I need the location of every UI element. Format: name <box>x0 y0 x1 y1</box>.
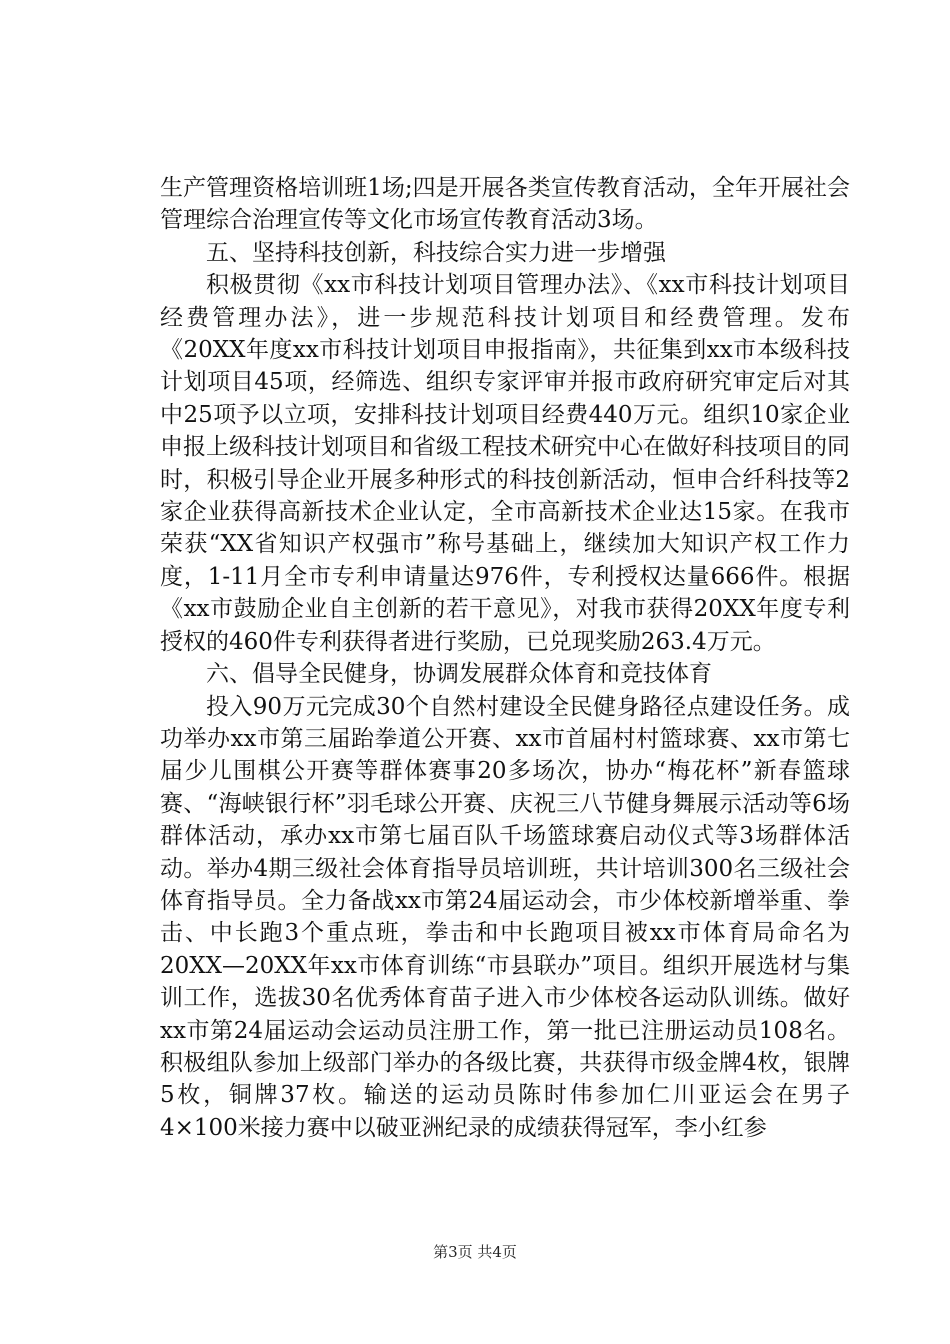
document-body <box>160 172 850 1144</box>
paragraph-sports: 投入90万元完成30个自然村建设全民健身路径点建设任务。成功举办xx市第三届跆拳道公开赛、xx市首届村村篮球赛、xx市第七届少儿围棋公开赛等群体赛事20多场次，协办“梅花杯”新春篮球赛、“海峡银行杯”羽毛球公开赛、庆祝三八节健身舞展示活动等6场群体活动，承办xx市第七届百队千场篮球赛启动仪式等3场群体活动。举办4期三级社会体育指导员培训班，共计培训300名三级社会体育指导员。全力备战xx市第24届运动会，市少体校新增举重、拳击、中长跑3个重点班，拳击和中长跑项目被xx市体育局命名为20XX—20XX年xx市体育训练“市县联办”项目。组织开展选材与集训工作，选拔30名优秀体育苗子进入市少体校各运动队训练。做好xx市第24届运动会运动员注册工作，第一批已注册运动员108名。积极组队参加上级部门举办的各级比赛，共获得市级金牌4枚，银牌5枚，铜牌37枚。输送的运动员陈时伟参加仁川亚运会在男子4×100米接力赛中以破亚洲纪录的成绩获得冠军，李小红参 <box>160 693 850 1141</box>
section-heading-6: 六、倡导全民健身，协调发展群众体育和竞技体育 <box>206 661 712 688</box>
paragraph-science: 积极贯彻《xx市科技计划项目管理办法》、《xx市科技计划项目经费管理办法》，进一步规范科技计划项目和经费管理。发布《20XX年度xx市科技计划项目申报指南》，共征集到xx市本级科技计划项目45项，经筛选、组织专家评审并报市政府研究审定后对其中25项予以立项，安排科技计划项目经费440万元。组织10家企业申报上级科技计划项目和省级工程技术研究中心在做好科技项目的同时，积极引导企业开展多种形式的科技创新活动，恒申合纤科技等2家企业获得高新技术企业认定，全市高新技术企业达15家。在我市荣获“XX省知识产权强市”称号基础上，继续加大知识产权工作力度，1-11月全市专利申请量达976件，专利授权达量666件。根据《xx市鼓励企业自主创新的若干意见》，对我市获得20XX年度专利授权的460件专利获得者进行奖励，已兑现奖励263.4万元。 <box>160 272 850 655</box>
page-footer: 第3页 共4页 <box>433 1243 517 1261</box>
section-heading-5: 五、坚持科技创新，科技综合实力进一步增强 <box>206 239 666 266</box>
paragraph-1: 生产管理资格培训班1场;四是开展各类宣传教育活动，全年开展社会管理综合治理宣传等文化市场宣传教育活动3场。 <box>160 175 850 234</box>
